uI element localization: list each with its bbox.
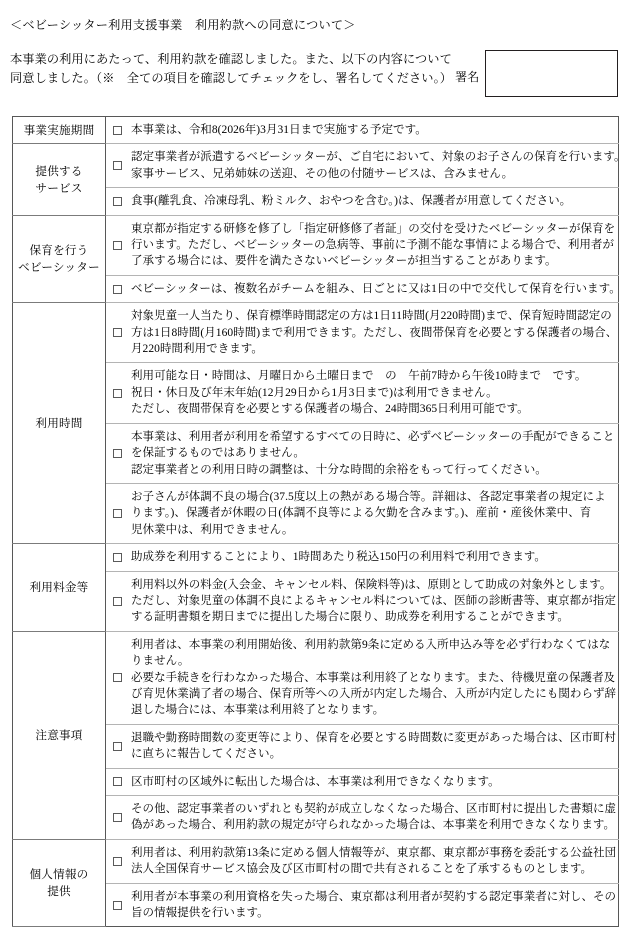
- text-line: 区市町村の区域外に転出した場合は、本事業は利用できなくなります。: [131, 775, 500, 788]
- row-content: [106, 144, 626, 188]
- row-label-1: [13, 144, 106, 215]
- checkbox[interactable]: [113, 328, 122, 337]
- row-content: [106, 117, 619, 144]
- row-label-line: 提供: [47, 885, 71, 899]
- checklist-item-text: [131, 889, 616, 922]
- row-label-6: [13, 839, 106, 927]
- text-line: 家事サービス、兄弟姉妹の送迎、その他の付随サービスは、含みません。: [131, 167, 514, 180]
- text-line: 方は1日8時間(月160時間)まで利用できます。ただし、夜間帯保育を必要とする保護者の場合、: [131, 326, 618, 339]
- text-line: ベビーシッターは、複数名がチームを組み、日ごとに又は1日の中で交代して保育を行います。: [131, 282, 621, 295]
- text-line: 認定事業者が派遣するベビーシッターが、ご自宅において、対象のお子さんの保育を行います。: [131, 151, 626, 164]
- row-label-line: サービス: [35, 181, 83, 195]
- row-content: [106, 544, 619, 571]
- checklist-item: [106, 276, 621, 302]
- checklist-item: [106, 840, 618, 883]
- text-line: 本事業は、利用者が利用を希望するすべての日時に、必ずベビーシッターの手配ができること: [131, 430, 615, 443]
- checkbox[interactable]: [113, 285, 122, 294]
- text-line: 旨の情報提供を行います。: [131, 907, 269, 920]
- checkbox[interactable]: [113, 901, 122, 910]
- row-label-line: ベビーシッター: [18, 260, 100, 274]
- text-line: 退した場合には、本事業は利用終了となります。: [131, 704, 385, 717]
- table-row: [13, 215, 619, 275]
- checklist-item-text: [131, 281, 621, 297]
- text-line: 利用料以外の料金(入会金、キャンセル料、保険料等)は、原則として助成の対象外とします。: [131, 578, 612, 591]
- text-line: 児休業中は、利用できません。: [131, 523, 294, 536]
- text-line: 利用者が本事業の利用資格を失った場合、東京都は利用者が契約する認定事業者に対し、その: [131, 890, 617, 903]
- row-label-line: 事業実施期間: [23, 123, 95, 137]
- row-content: [106, 796, 619, 840]
- text-line: 対象児童一人当たり、保育標準時間認定の方は1日11時間(月220時間)まで、保育短時間認定の: [131, 310, 612, 323]
- checklist-item-text: [131, 774, 612, 790]
- text-line: び育児休業満了者の場合、保育所等への入所が内定した場合、入所が内定したにも関わらず辞: [131, 687, 617, 700]
- text-line: 月220時間利用できます。: [131, 343, 263, 356]
- checklist-item: [106, 725, 618, 768]
- checklist-item: [106, 884, 618, 927]
- text-line: りません。: [131, 655, 190, 668]
- text-line: ただし、対象児童の体調不良によるキャンセル料については、医師の診断書等、東京都が指定: [131, 594, 616, 607]
- checklist-item: [106, 188, 618, 214]
- text-line: を保証するものではありません。: [131, 447, 305, 460]
- checkbox[interactable]: [113, 673, 122, 682]
- checkbox[interactable]: [113, 197, 122, 206]
- text-line: 認定事業者との利用日時の調整は、十分な時間的余裕をもって行ってください。: [131, 463, 547, 476]
- row-label-5: [13, 631, 106, 839]
- row-content: [106, 839, 619, 883]
- row-label-line: 利用料金等: [29, 580, 89, 594]
- checkbox[interactable]: [113, 813, 122, 822]
- text-line: 退職や勤務時間数の変更等により、保育を必要とする時間数に変更があった場合は、区市町村: [131, 731, 616, 744]
- checklist-item: [106, 484, 618, 543]
- checklist-item: [106, 544, 618, 570]
- checklist-item-text: [131, 122, 612, 138]
- checklist-item-text: [131, 577, 616, 626]
- row-label-line: 利用時間: [35, 416, 83, 430]
- text-line: ります。)、保護者が休暇の日(体調不良等による欠勤を含みます。)、産前・産後休業中、育: [131, 507, 592, 520]
- checkbox[interactable]: [113, 597, 122, 606]
- checkbox[interactable]: [113, 161, 122, 170]
- text-line: 東京都が指定する研修を修了し「指定研修修了者証」の交付を受けたベビーシッターが保育を: [131, 222, 616, 235]
- text-line: する証明書類を期日までに提出した場合に限り、助成券を利用することができます。: [131, 611, 569, 624]
- row-label-0: [13, 117, 106, 144]
- checklist-item-text: [131, 149, 626, 182]
- checkbox[interactable]: [113, 553, 122, 562]
- row-content: [106, 883, 619, 927]
- text-line: その他、認定事業者のいずれとも契約が成立しなくなった場合、区市町村に提出した書類に虚: [131, 803, 617, 815]
- text-line: 利用者は、本事業の利用開始後、利用約款第9条に定める入所申込み等を必ず行わなくてはな: [131, 638, 611, 651]
- signature-label: 署名: [455, 70, 480, 84]
- text-line: 偽があった場合、利用約款の規定が守られなかった場合は、本事業を利用できなくなります。: [131, 819, 616, 832]
- row-content: [106, 571, 619, 631]
- checklist-item: [106, 769, 618, 795]
- checklist-item-text: [131, 730, 616, 763]
- checkbox[interactable]: [113, 509, 122, 518]
- checklist-item-text: [131, 429, 614, 478]
- text-line: 食事(離乳食、冷凍母乳、粉ミルク、おやつを含む。)は、保護者が用意してください。: [131, 195, 572, 208]
- checklist-item: [106, 796, 618, 839]
- checklist-item-text: [131, 308, 617, 357]
- checklist-item-text: [131, 637, 616, 719]
- checklist-item: [106, 216, 618, 275]
- checklist-item-text: [131, 845, 616, 878]
- agreement-table: [12, 116, 626, 927]
- text-line: お子さんが体調不良の場合(37.5度以上の熱がある場合等。詳細は、各認定事業者の規定によ: [131, 490, 606, 503]
- text-line: 祝日・休日及び年末年始(12月29日から1月3日まで)は利用できません。: [131, 386, 498, 399]
- row-label-line: 注意事項: [35, 728, 83, 742]
- row-content: [106, 363, 619, 423]
- checklist-item: [106, 144, 626, 187]
- checkbox[interactable]: [113, 449, 122, 458]
- text-line: 行います。ただし、ベビーシッターの急病等、事前に予測不能な事情による場合で、利用者が: [131, 239, 615, 252]
- intro-paragraph: [10, 50, 470, 88]
- row-content: [106, 275, 619, 302]
- row-content: [106, 724, 619, 768]
- page-title: ＜ベビーシッター利用支援事業 利用約款への同意について＞: [10, 18, 356, 32]
- table-row: [13, 839, 619, 883]
- row-content: [106, 483, 619, 543]
- checkbox[interactable]: [113, 126, 122, 135]
- checklist-item-text: [131, 193, 612, 209]
- checklist-item-text: [131, 801, 616, 834]
- checklist-item-text: [131, 221, 615, 270]
- row-content: [106, 423, 619, 483]
- checkbox[interactable]: [113, 777, 122, 786]
- text-line: 利用者は、利用約款第13条に定める個人情報等が、東京都、東京都が事務を委託する公益社団: [131, 846, 617, 859]
- row-label-line: 保育を行う: [29, 243, 89, 257]
- row-content: [106, 768, 619, 795]
- intro-line-1: 本事業の利用にあたって、利用約款を確認しました。また、以下の内容について: [10, 52, 452, 66]
- row-label-line: 個人情報の: [29, 868, 89, 882]
- row-label-3: [13, 303, 106, 544]
- row-content: [106, 215, 619, 275]
- checklist-item-text: [131, 489, 612, 538]
- row-label-2: [13, 215, 106, 303]
- text-line: 了承する場合には、要件を満たさないベビーシッターが担当することがあります。: [131, 255, 557, 268]
- table-row: [13, 631, 619, 724]
- checkbox[interactable]: [113, 857, 122, 866]
- text-line: 利用可能な日・時間は、月曜日から土曜日まで の 午前7時から午後10時まで です。: [131, 370, 587, 383]
- text-line: 必要な手続きを行わなかった場合、本事業は利用終了となります。また、待機児童の保護者及: [131, 671, 616, 684]
- checklist-item: [106, 363, 618, 422]
- row-label-4: [13, 544, 106, 632]
- checklist-item: [106, 572, 618, 631]
- table-row: [13, 144, 619, 188]
- row-content: [106, 631, 619, 724]
- row-content: [106, 188, 619, 215]
- table-row: [13, 303, 619, 363]
- checklist-item: [106, 117, 618, 143]
- checklist-item-text: [131, 549, 612, 565]
- text-line: ただし、夜間帯保育を必要とする保護者の場合、24時間365日利用可能です。: [131, 403, 529, 416]
- checkbox[interactable]: [113, 241, 122, 250]
- row-content: [106, 303, 619, 363]
- table-row: [13, 117, 619, 144]
- checkbox[interactable]: [113, 742, 122, 751]
- checklist-item: [106, 303, 618, 362]
- checklist-item: [106, 632, 618, 724]
- row-label-line: 提供する: [35, 164, 83, 178]
- checklist-item: [106, 424, 618, 483]
- signature-field[interactable]: [485, 50, 618, 97]
- text-line: 本事業は、令和8(2026年)3月31日まで実施する予定です。: [131, 124, 427, 136]
- intro-line-2: 同意しました。（※ 全ての項目を確認してチェックをし、署名してください。）: [10, 71, 453, 85]
- checklist-item-text: [131, 368, 612, 417]
- checkbox[interactable]: [113, 389, 122, 398]
- text-line: に直ちに報告してください。: [131, 748, 282, 761]
- text-line: 法人全国保育サービス協会及び区市町村の間で共有されることを了承するものとします。: [131, 863, 593, 876]
- text-line: 助成券を利用することにより、1時間あたり税込150円の利用料で利用できます。: [131, 551, 546, 564]
- table-row: [13, 544, 619, 571]
